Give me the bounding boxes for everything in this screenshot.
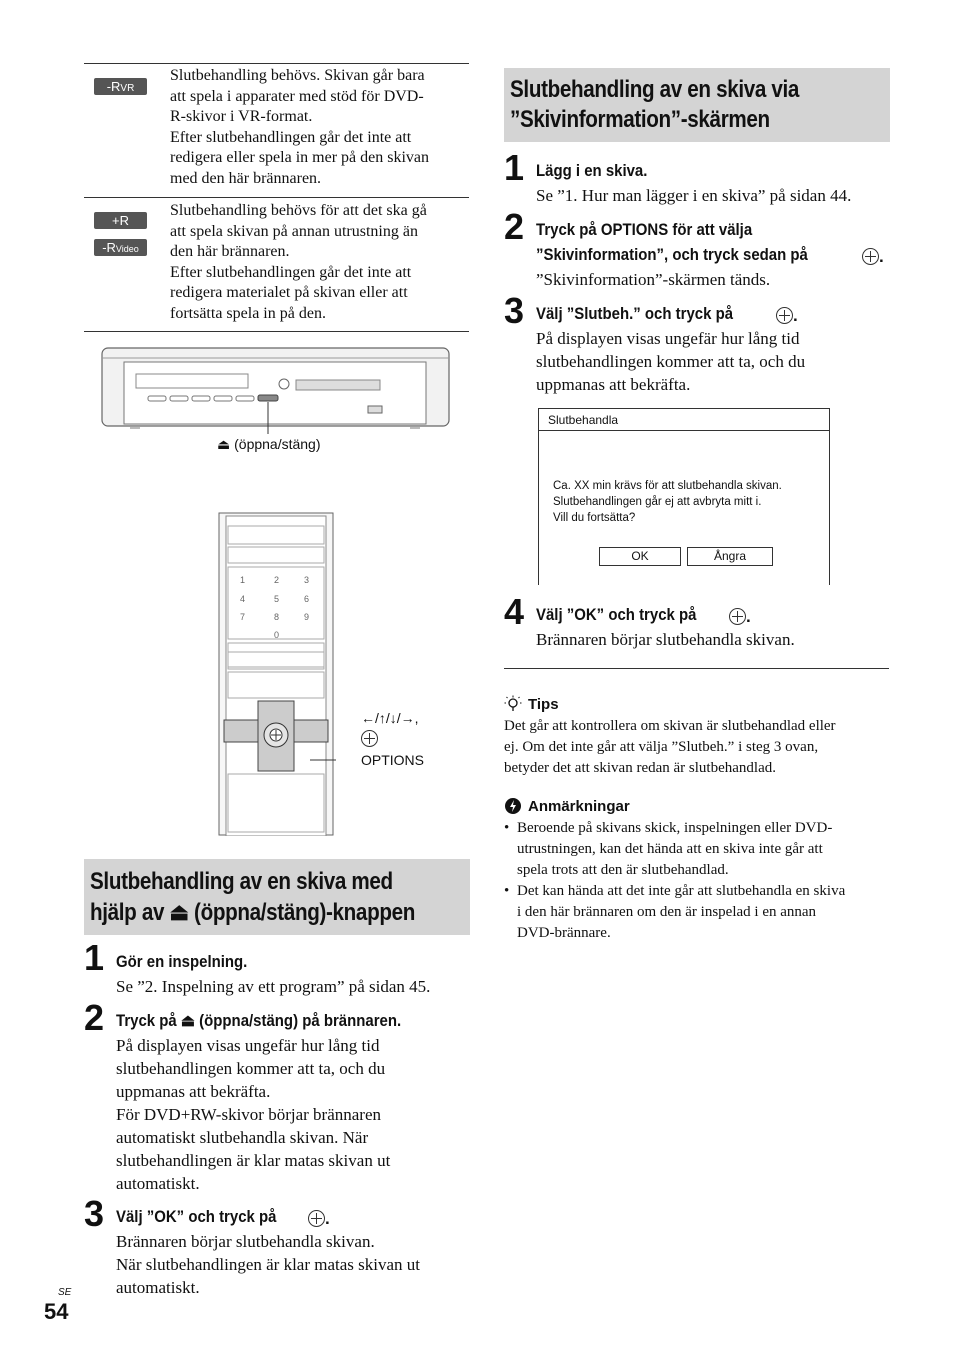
right-step-2-title-line1: Tryck på OPTIONS för att välja: [536, 220, 753, 239]
dialog-title-divider: [539, 430, 829, 431]
enter-icon: [361, 731, 378, 749]
rvr-badge: -RVR: [94, 78, 147, 95]
dialog-title: Slutbehandla: [548, 413, 619, 427]
lightbulb-icon: [504, 695, 522, 713]
left-step-3-body: Brännaren börjar slutbehandla skivan. När slutbehandlingen är klar matas skivan ut automatiskt.: [116, 1232, 421, 1297]
left-step-3-title: Välj ”OK” och tryck på: [116, 1207, 277, 1226]
notes-list: [504, 818, 845, 944]
finalize-dialog: [538, 408, 830, 585]
plus-r-badge: +R: [94, 212, 147, 229]
left-step-1-title: Gör en inspelning.: [116, 952, 248, 971]
right-step-3-body: På displayen visas ungefär hur lång tid slutbehandlingen kommer att ta, och du uppmanas att bekräfta.: [536, 329, 806, 394]
left-step-1-number: 1: [84, 937, 105, 978]
language-code: SE: [58, 1287, 72, 1298]
left-section-heading: Slutbehandling av en skiva med hjälp av ⏏ (öppna/stäng)-knappen: [84, 859, 470, 935]
svg-text:0: 0: [274, 630, 280, 640]
right-step-1-title: Lägg i en skiva.: [536, 161, 648, 180]
svg-text:8: 8: [274, 612, 280, 622]
remote-illustration: [218, 512, 336, 836]
table-row-2-text: Slutbehandling behövs för att det ska gå att spela skivan på annan utrustning än den här brännaren. Efter slutbehandlingen går det inte att redigera materialet på skivan eller att fortsätta spela in på den.: [170, 202, 427, 322]
list-item: • Beroende på skivans skick, inspelningen eller DVD- utrustningen, kan det hända att en skiva inte går att spela trots att den är slutbehandlad.: [504, 820, 833, 878]
right-step-4-body: Brännaren börjar slutbehandla skivan.: [536, 630, 795, 649]
left-step-3-number: 3: [84, 1193, 105, 1234]
left-step-1-body: Se ”2. Inspelning av ett program” på sidan 45.: [116, 977, 431, 996]
svg-text:9: 9: [304, 612, 310, 622]
right-step-4-title: Välj ”OK” och tryck på: [536, 605, 697, 624]
left-step-2-body: På displayen visas ungefär hur lång tid slutbehandlingen kommer att ta, och du uppmanas att bekräfta. För DVD+RW-skivor börjar brännaren automatiskt slutbehandla skivan. När slutbehandlingen är klar matas skivan ut automatiskt.: [116, 1036, 391, 1193]
svg-text:5: 5: [274, 594, 280, 604]
right-step-1-body: Se ”1. Hur man lägger i en skiva” på sidan 44.: [536, 186, 852, 205]
svg-text:7: 7: [240, 612, 246, 622]
right-step-2-title-line2: ”Skivinformation”, och tryck sedan på: [536, 245, 808, 264]
svg-text:6: 6: [304, 594, 310, 604]
table-row-divider: [84, 197, 469, 198]
svg-text:4: 4: [240, 594, 246, 604]
left-step-2-number: 2: [84, 997, 105, 1038]
tips-body: Det går att kontrollera om skivan är slutbehandlad eller ej. Om det inte går att välja ”Slutbeh.” i steg 3 ovan, betyder det att skivan redan är slutbehandlad.: [504, 718, 836, 776]
tips-heading: Tips: [528, 696, 559, 713]
options-label: OPTIONS: [361, 752, 425, 768]
note-icon: [504, 797, 522, 815]
dialog-cancel-button[interactable]: Ångra: [687, 547, 773, 566]
right-step-3-number: 3: [504, 290, 525, 331]
dialog-message: Ca. XX min krävs för att slutbehandla skivan. Slutbehandlingen går ej att avbryta mitt i. Vill du fortsätta?: [553, 480, 782, 524]
right-step-3-title: Välj ”Slutbeh.” och tryck på: [536, 304, 734, 323]
right-section-heading: Slutbehandling av en skiva via ”Skivinformation”-skärmen: [504, 68, 890, 142]
recorder-illustration: [100, 344, 452, 434]
table-top-rule: [84, 63, 469, 64]
enter-icon: .: [862, 247, 884, 267]
table-bottom-rule: [84, 331, 469, 332]
enter-icon: .: [308, 1209, 330, 1229]
eject-label: ⏏ (öppna/stäng): [217, 436, 321, 452]
notes-heading: Anmärkningar: [528, 798, 630, 815]
right-step-2-body: ”Skivinformation”-skärmen tänds.: [536, 270, 771, 289]
arrows-label: ←/↑/↓/→,: [361, 710, 419, 726]
svg-text:2: 2: [274, 575, 280, 585]
table-row-1-text: Slutbehandling behövs. Skivan går bara att spela i apparater med stöd för DVD- R-skivor i VR-format. Efter slutbehandlingen går det inte att redigera eller spela in mer på den skivan med den här brännaren.: [170, 67, 429, 187]
right-step-1-number: 1: [504, 147, 525, 188]
left-step-2-title: Tryck på ⏏ (öppna/stäng) på brännaren.: [116, 1011, 402, 1030]
right-step-4-number: 4: [504, 591, 525, 632]
svg-text:1: 1: [240, 575, 246, 585]
dialog-ok-button[interactable]: OK: [599, 547, 681, 566]
left-step-3-title-row: [116, 1205, 298, 1229]
enter-icon: .: [729, 607, 751, 627]
r-video-badge: -RVideo: [94, 239, 147, 256]
tips-divider: [504, 668, 889, 669]
svg-text:3: 3: [304, 575, 310, 585]
list-item: • Det kan hända att det inte går att slutbehandla en skiva i den här brännaren om den är inspelad i en annan DVD-brännare.: [504, 883, 846, 941]
right-step-2-number: 2: [504, 206, 525, 247]
page-number: 54: [44, 1299, 69, 1324]
enter-icon: .: [776, 306, 798, 326]
